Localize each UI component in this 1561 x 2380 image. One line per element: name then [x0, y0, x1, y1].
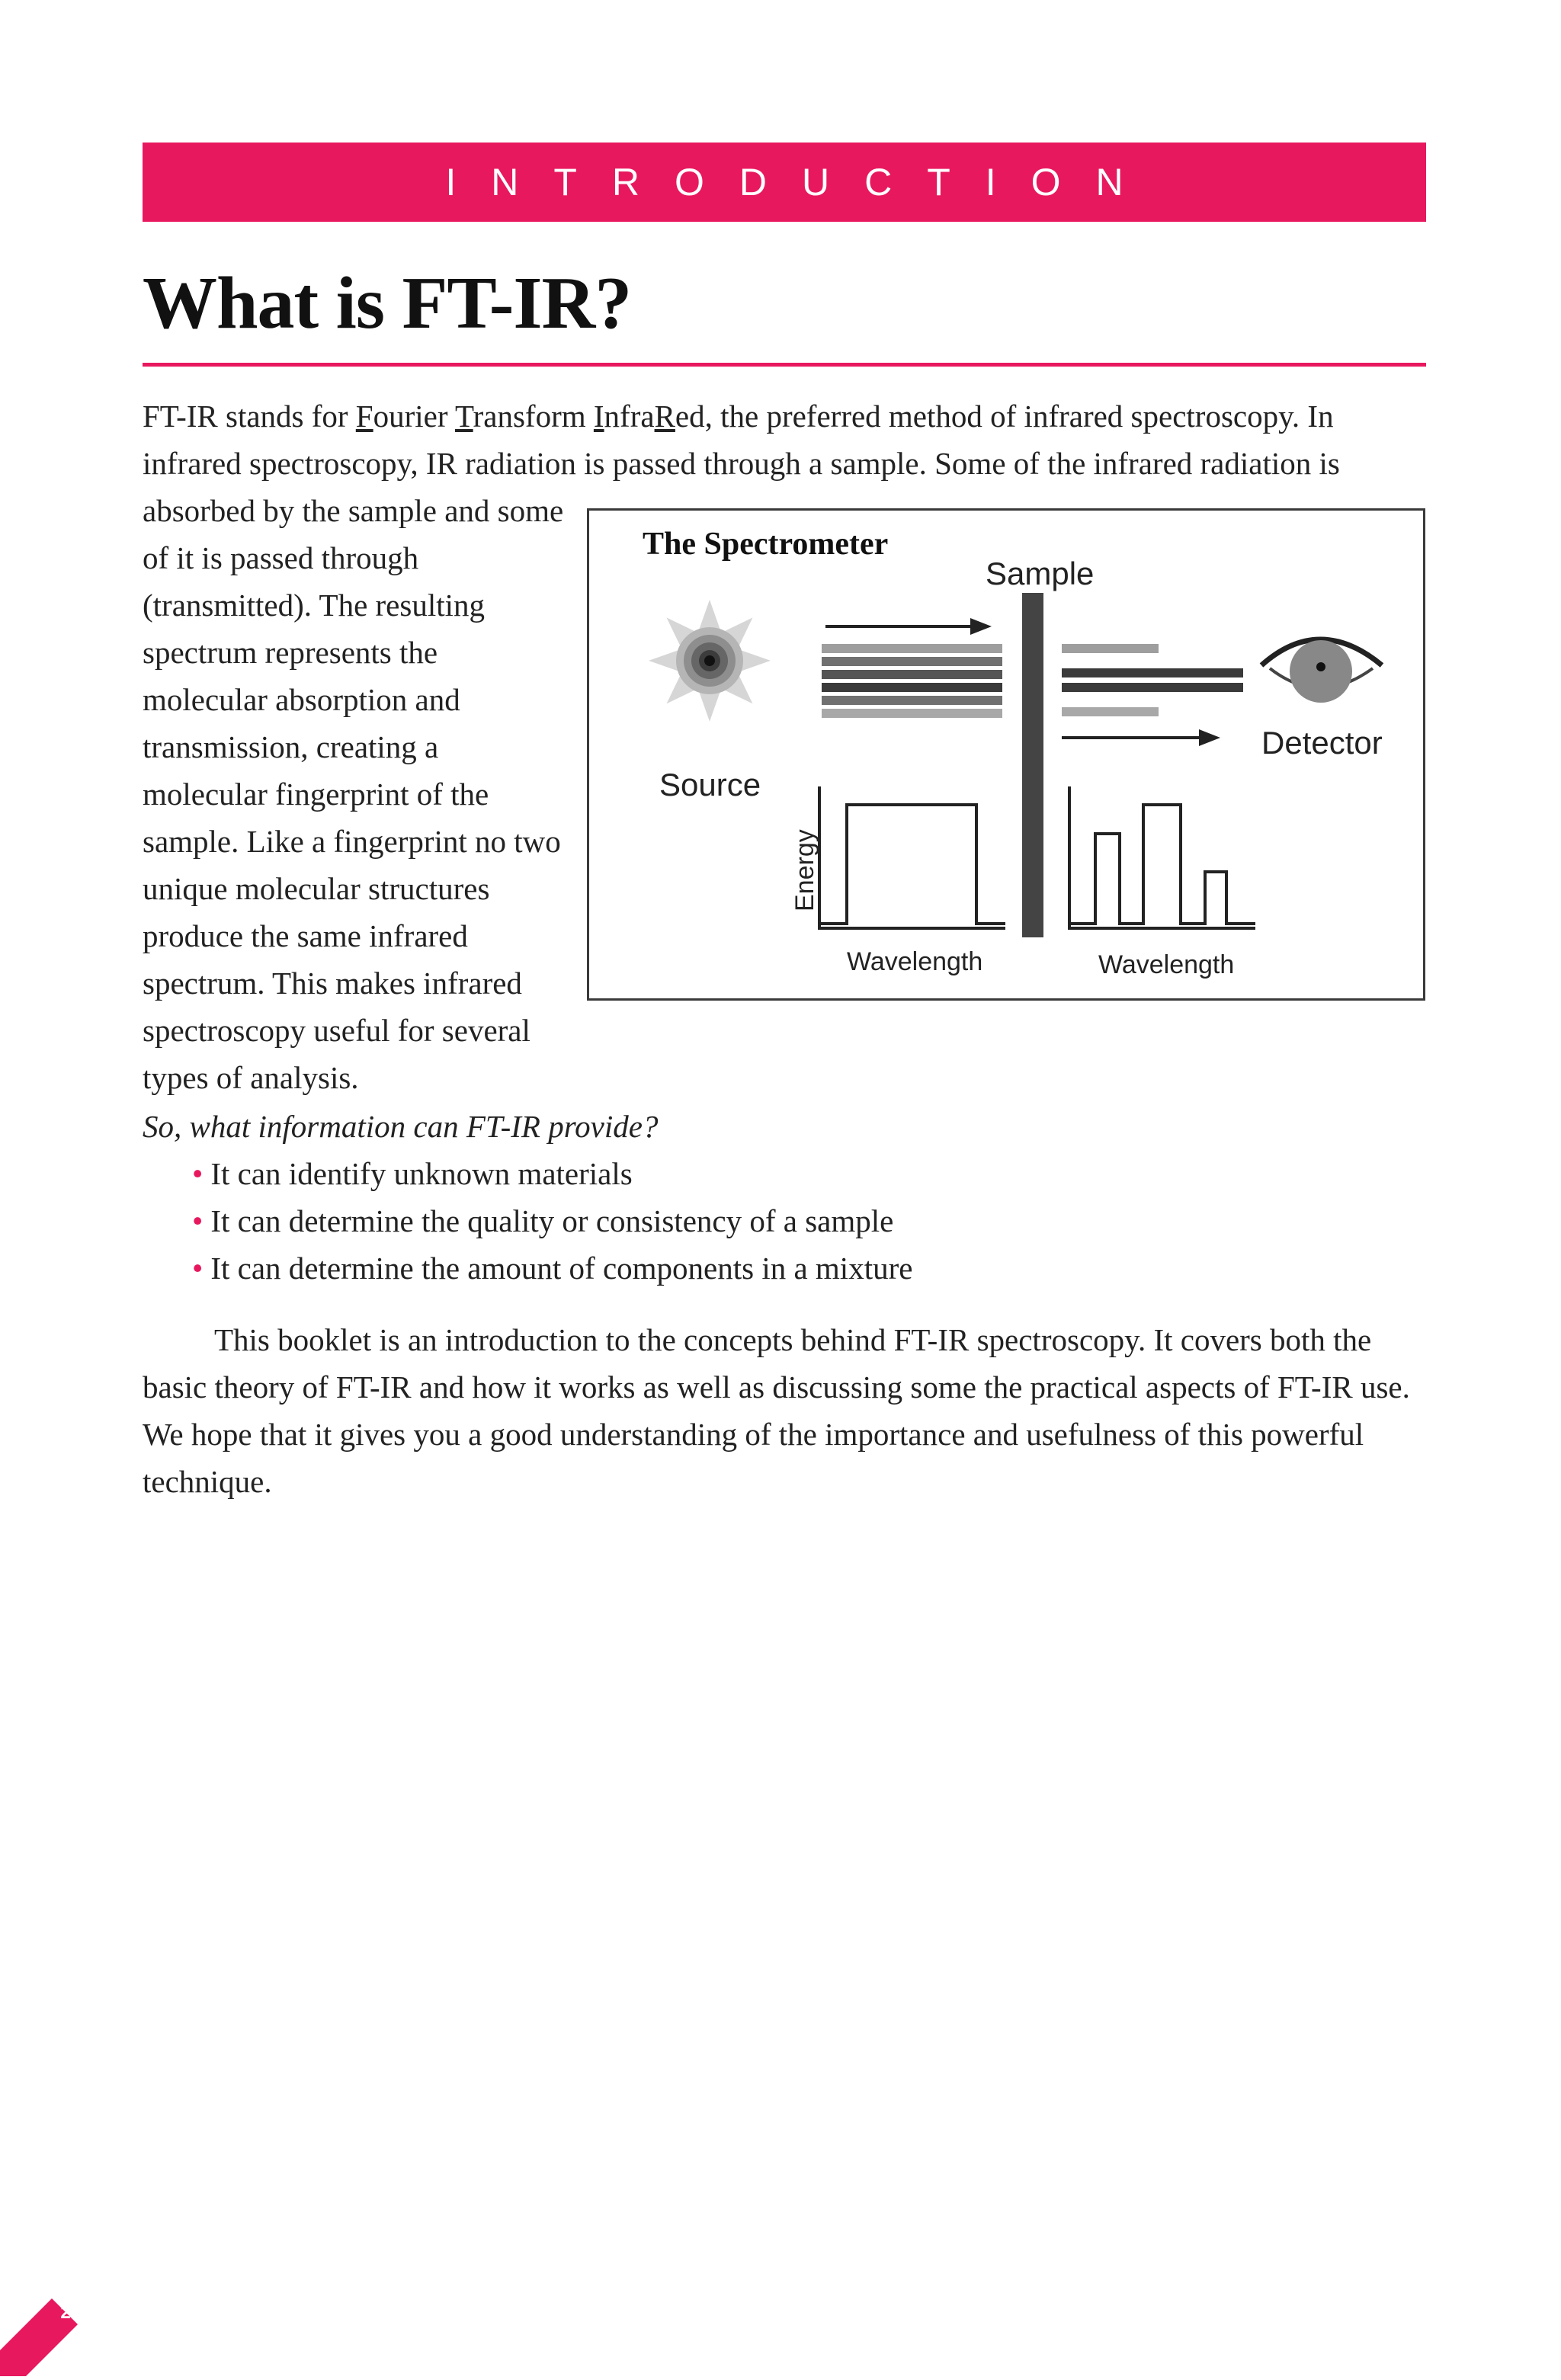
wavelength-axis-label-left: Wavelength [847, 947, 983, 976]
incident-beam-bars [822, 644, 1002, 718]
list-item: • It can determine the amount of components in a mixture [192, 1251, 913, 1286]
title-divider [143, 363, 1426, 367]
section-header-band [143, 143, 1426, 222]
bullet-icon: • [192, 1203, 204, 1238]
section-label: INTRODUCTION [445, 161, 1159, 203]
source-label: Source [659, 767, 761, 802]
closing-paragraph: This booklet is an introduction to the concepts behind FT-IR spectroscopy. It covers both the basic theory of FT-IR and how it works as well as discussing some the practical aspects of FT-IR use. We hope that it gives you a good understanding of the importance and usefulness of this powerful technique. [143, 1322, 1410, 1499]
question-heading: So, what information can FT-IR provide? [143, 1109, 659, 1144]
list-item: • It can identify unknown materials [192, 1156, 633, 1191]
page-number-tab [0, 2273, 104, 2376]
energy-axis-label: Energy [790, 829, 819, 911]
sample-label: Sample [986, 556, 1095, 591]
intro-paragraph: FT-IR stands for Fourier Transform InfraRed, the preferred method of infrared spectroscopy. In infrared spectroscopy, IR radiation is passed through a sample. Some of the infrared radiation is [143, 399, 1340, 481]
spectrometer-figure [587, 508, 1425, 1001]
intro-paragraph-continued: absorbed by the sample and some of it is passed through (transmitted). The resulting spectrum represents the molecular absorption and transmission, creating a molecular fingerprint of the sample. Like a fingerprint no two unique molecular structures produce the same infrared spectrum. This makes infrared spectroscopy useful for several types of analysis. [143, 493, 564, 1095]
wavelength-axis-label-right: Wavelength [1098, 950, 1235, 979]
detector-label: Detector [1261, 725, 1383, 761]
page-number: 2 [60, 2302, 71, 2323]
sample-bar [1022, 593, 1043, 937]
list-item: • It can determine the quality or consistency of a sample [192, 1203, 894, 1238]
eye-icon [1261, 639, 1382, 703]
capability-list [192, 1150, 912, 1292]
transmitted-beam-bars [1062, 644, 1243, 716]
source-spectrum-plot [819, 786, 1005, 928]
page-title: What is FT-IR? [143, 262, 632, 344]
source-icon [649, 600, 771, 722]
figure-title: The Spectrometer [643, 527, 889, 562]
bullet-icon: • [192, 1156, 204, 1191]
arrow-icon [1062, 729, 1220, 746]
arrow-icon [825, 618, 992, 635]
transmitted-spectrum-plot [1069, 786, 1255, 928]
bullet-icon: • [192, 1251, 204, 1286]
